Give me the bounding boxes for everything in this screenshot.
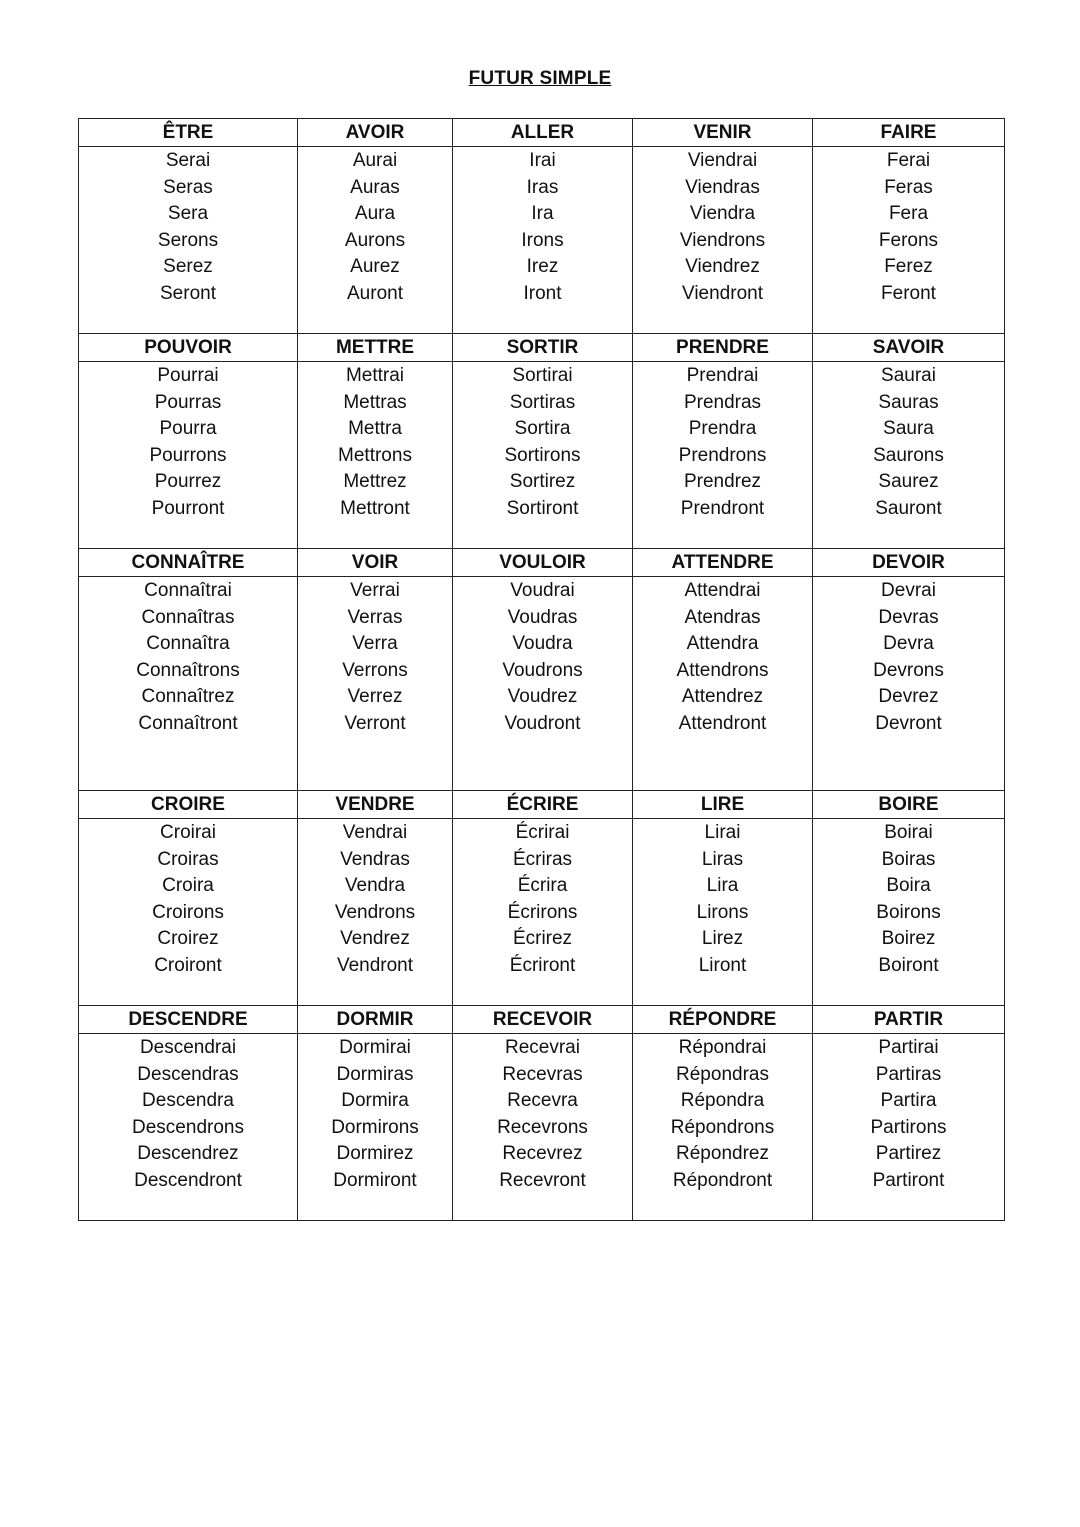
conjugated-form: Descendras: [137, 1063, 239, 1085]
conjugated-form: Partira: [880, 1090, 937, 1112]
verb-header: VENDRE: [298, 791, 452, 819]
page-title: FUTUR SIMPLE: [468, 68, 612, 89]
conjugated-form: Prendront: [680, 497, 765, 519]
conjugated-form: Auront: [347, 282, 403, 304]
verb-column: [812, 791, 1004, 1005]
conjugated-form: Prendras: [683, 391, 762, 413]
verb-header: CROIRE: [79, 791, 297, 819]
conjugated-form: Dormirons: [331, 1116, 419, 1138]
verb-column: [297, 334, 452, 548]
verb-header: AVOIR: [298, 119, 452, 147]
conjugated-form: Descendra: [142, 1090, 234, 1112]
verb-column: [297, 791, 452, 1005]
conjugated-form: Partirez: [875, 1143, 942, 1165]
verb-header: ÊTRE: [79, 119, 297, 147]
conjugated-form: Connaîtra: [146, 633, 230, 655]
conjugated-form: Vendrai: [342, 822, 408, 843]
conjugated-form: Mettrai: [345, 365, 405, 386]
verb-header: SORTIR: [453, 334, 632, 362]
conjugated-form: Voudra: [512, 633, 573, 655]
verb-column: [452, 334, 632, 548]
conjugated-form: Sortiront: [506, 497, 579, 519]
conjugated-form: Viendrai: [687, 150, 758, 171]
conjugated-form: Répondras: [676, 1063, 769, 1085]
verb-header: DORMIR: [298, 1006, 452, 1034]
conjugation-list: [633, 362, 812, 548]
conjugated-form: Pourrons: [149, 444, 227, 466]
conjugated-form: Lirons: [696, 901, 749, 923]
conjugated-form: Sortirai: [512, 365, 573, 386]
conjugated-form: Iras: [526, 176, 559, 198]
conjugated-form: Boira: [886, 875, 931, 897]
conjugated-form: Devront: [875, 712, 942, 734]
conjugated-form: Atendras: [684, 606, 761, 628]
verb-column: [79, 1006, 297, 1220]
conjugated-form: Connaîtras: [141, 606, 235, 628]
conjugated-form: Croirons: [152, 901, 224, 923]
conjugated-form: Verrez: [347, 686, 403, 708]
verb-block: [79, 1005, 1004, 1220]
conjugated-form: Descendrons: [132, 1116, 244, 1138]
conjugation-list: [633, 147, 812, 333]
conjugated-form: Recevrons: [497, 1116, 588, 1138]
conjugated-form: Pourrez: [154, 471, 222, 493]
conjugated-form: Aurons: [344, 229, 406, 251]
conjugated-form: Recevront: [499, 1169, 586, 1191]
verb-column: [297, 1006, 452, 1220]
conjugated-form: Croiras: [157, 848, 219, 870]
verb-column: [79, 791, 297, 1005]
conjugated-form: Irez: [526, 256, 559, 278]
conjugated-form: Descendrai: [139, 1037, 237, 1058]
verb-header: DEVOIR: [813, 549, 1004, 577]
conjugated-form: Descendront: [134, 1169, 242, 1191]
conjugated-form: Attendra: [686, 633, 759, 655]
verb-header: SAVOIR: [813, 334, 1004, 362]
conjugated-form: Aurez: [350, 256, 400, 278]
conjugated-form: Irons: [521, 229, 564, 251]
conjugated-form: Boiront: [878, 954, 939, 976]
conjugated-form: Seras: [163, 176, 213, 198]
verb-header: VOIR: [298, 549, 452, 577]
verb-column: [632, 791, 812, 1005]
conjugated-form: Verront: [344, 712, 406, 734]
conjugated-form: Pourront: [151, 497, 225, 519]
conjugated-form: Saura: [883, 418, 934, 440]
verb-header: PRENDRE: [633, 334, 812, 362]
conjugated-form: Voudras: [507, 606, 578, 628]
conjugation-list: [298, 1034, 452, 1220]
conjugated-form: Sera: [167, 203, 209, 225]
verb-header: FAIRE: [813, 119, 1004, 147]
verb-column: [79, 119, 297, 333]
conjugated-form: Feront: [881, 282, 936, 304]
conjugated-form: Viendra: [689, 203, 756, 225]
conjugated-form: Attendront: [678, 712, 767, 734]
conjugation-list: [633, 577, 812, 790]
conjugated-form: Saurez: [878, 471, 939, 493]
conjugated-form: Croira: [162, 875, 214, 897]
conjugated-form: Mettra: [348, 418, 402, 440]
conjugated-form: Pourra: [159, 418, 217, 440]
conjugation-list: [813, 577, 1004, 790]
conjugated-form: Écrirai: [515, 822, 570, 843]
conjugated-form: Vendrons: [334, 901, 416, 923]
conjugated-form: Verras: [347, 606, 403, 628]
conjugated-form: Voudrai: [510, 580, 575, 601]
conjugated-form: Ferai: [886, 150, 931, 171]
conjugated-form: Écrirons: [507, 901, 578, 923]
verb-column: [632, 334, 812, 548]
conjugation-list: [813, 1034, 1004, 1220]
conjugated-form: Boiras: [881, 848, 936, 870]
verb-block: [79, 548, 1004, 790]
conjugated-form: Répondra: [680, 1090, 765, 1112]
conjugated-form: Sauront: [875, 497, 942, 519]
conjugated-form: Boirai: [884, 822, 933, 843]
conjugated-form: Vendra: [344, 875, 406, 897]
conjugated-form: Écriront: [509, 954, 576, 976]
conjugated-form: Devra: [883, 633, 934, 655]
conjugated-form: Devras: [878, 606, 939, 628]
verb-header: VOULOIR: [453, 549, 632, 577]
conjugated-form: Sortira: [514, 418, 571, 440]
verb-column: [632, 549, 812, 790]
conjugated-form: Recevrai: [505, 1037, 580, 1058]
verb-header: ALLER: [453, 119, 632, 147]
verb-column: [79, 549, 297, 790]
conjugated-form: Écrirez: [512, 928, 573, 950]
conjugated-form: Ferons: [878, 229, 939, 251]
verb-column: [297, 549, 452, 790]
verb-column: [452, 119, 632, 333]
verb-header: RÉPONDRE: [633, 1006, 812, 1034]
conjugated-form: Viendront: [682, 282, 763, 304]
conjugated-form: Verra: [352, 633, 398, 655]
conjugated-form: Croiront: [154, 954, 222, 976]
conjugated-form: Viendras: [685, 176, 760, 198]
conjugated-form: Recevrez: [502, 1143, 583, 1165]
conjugated-form: Dormira: [341, 1090, 409, 1112]
conjugated-form: Partiront: [872, 1169, 945, 1191]
conjugation-list: [813, 819, 1004, 1005]
conjugated-form: Verrons: [342, 659, 408, 681]
conjugated-form: Serons: [157, 229, 219, 251]
conjugated-form: Feras: [884, 176, 933, 198]
conjugated-form: Ferez: [884, 256, 933, 278]
conjugated-form: Liront: [698, 954, 747, 976]
conjugated-form: Attendrez: [681, 686, 764, 708]
verb-column: [632, 1006, 812, 1220]
conjugated-form: Descendrez: [137, 1143, 239, 1165]
verb-column: [812, 549, 1004, 790]
verb-header: VENIR: [633, 119, 812, 147]
verb-block: [79, 333, 1004, 548]
conjugated-form: Pourrai: [157, 365, 219, 386]
conjugated-form: Prendra: [688, 418, 757, 440]
conjugation-list: [298, 362, 452, 548]
conjugated-form: Dormirai: [339, 1037, 411, 1058]
verb-header: LIRE: [633, 791, 812, 819]
conjugated-form: Voudront: [504, 712, 581, 734]
conjugated-form: Partiras: [875, 1063, 942, 1085]
conjugated-form: Répondrez: [676, 1143, 769, 1165]
conjugated-form: Serai: [165, 150, 211, 171]
conjugated-form: Répondront: [672, 1169, 773, 1191]
conjugated-form: Voudrez: [507, 686, 578, 708]
verb-column: [632, 119, 812, 333]
conjugation-list: [453, 577, 632, 790]
verb-column: [812, 334, 1004, 548]
conjugation-list: [453, 147, 632, 333]
conjugated-form: Partirai: [878, 1037, 939, 1058]
conjugated-form: Serez: [163, 256, 213, 278]
verb-header: CONNAÎTRE: [79, 549, 297, 577]
conjugated-form: Prendrez: [683, 471, 762, 493]
conjugation-list: [79, 819, 297, 1005]
verb-header: ATTENDRE: [633, 549, 812, 577]
conjugation-list: [298, 147, 452, 333]
conjugated-form: Répondrai: [678, 1037, 767, 1058]
verb-block: [79, 119, 1004, 333]
conjugated-form: Iront: [523, 282, 562, 304]
conjugated-form: Recevras: [502, 1063, 583, 1085]
conjugated-form: Connaîtrai: [144, 580, 232, 601]
conjugated-form: Sortirons: [504, 444, 581, 466]
conjugated-form: Sortirez: [509, 471, 576, 493]
conjugation-list: [79, 1034, 297, 1220]
conjugation-list: [79, 147, 297, 333]
verb-header: METTRE: [298, 334, 452, 362]
conjugated-form: Partirons: [870, 1116, 947, 1138]
conjugation-list: [813, 147, 1004, 333]
conjugated-form: Croirez: [157, 928, 219, 950]
conjugated-form: Vendras: [340, 848, 410, 870]
conjugation-table: [78, 118, 1005, 1221]
conjugated-form: Connaîtrons: [136, 659, 240, 681]
conjugated-form: Attendrai: [684, 580, 761, 601]
conjugated-form: Viendrez: [685, 256, 760, 278]
conjugated-form: Seront: [160, 282, 216, 304]
conjugated-form: Pourras: [154, 391, 222, 413]
conjugated-form: Devrons: [873, 659, 944, 681]
conjugated-form: Écrira: [517, 875, 568, 897]
conjugated-form: Saurons: [873, 444, 944, 466]
verb-header: RECEVOIR: [453, 1006, 632, 1034]
conjugated-form: Aura: [354, 203, 396, 225]
conjugated-form: Connaîtront: [138, 712, 238, 734]
conjugation-list: [298, 819, 452, 1005]
conjugated-form: Sortiras: [509, 391, 576, 413]
conjugated-form: Mettront: [340, 497, 410, 519]
conjugated-form: Devrai: [881, 580, 936, 601]
conjugated-form: Dormirez: [336, 1143, 414, 1165]
conjugated-form: Prendrai: [686, 365, 759, 386]
conjugation-list: [633, 819, 812, 1005]
verb-column: [79, 334, 297, 548]
conjugated-form: Sauras: [878, 391, 939, 413]
conjugated-form: Attendrons: [676, 659, 769, 681]
conjugated-form: Vendrez: [340, 928, 410, 950]
conjugated-form: Mettrez: [343, 471, 407, 493]
conjugated-form: Auras: [350, 176, 400, 198]
verb-column: [297, 119, 452, 333]
conjugated-form: Fera: [888, 203, 929, 225]
conjugation-list: [813, 362, 1004, 548]
conjugated-form: Lirai: [704, 822, 741, 843]
conjugated-form: Vendront: [336, 954, 414, 976]
conjugation-list: [79, 362, 297, 548]
verb-header: PARTIR: [813, 1006, 1004, 1034]
verb-column: [452, 791, 632, 1005]
conjugated-form: Irai: [529, 150, 556, 171]
conjugated-form: Saurai: [881, 365, 936, 386]
verb-header: BOIRE: [813, 791, 1004, 819]
conjugation-list: [453, 1034, 632, 1220]
conjugated-form: Ira: [531, 203, 554, 225]
verb-header: ÉCRIRE: [453, 791, 632, 819]
conjugated-form: Connaîtrez: [141, 686, 235, 708]
verb-block: [79, 790, 1004, 1005]
conjugated-form: Liras: [701, 848, 744, 870]
conjugated-form: Lira: [706, 875, 739, 897]
conjugation-list: [298, 577, 452, 790]
conjugated-form: Croirai: [160, 822, 216, 843]
conjugated-form: Répondrons: [670, 1116, 775, 1138]
conjugation-list: [633, 1034, 812, 1220]
conjugated-form: Viendrons: [679, 229, 766, 251]
conjugated-form: Boirons: [876, 901, 941, 923]
conjugated-form: Boirez: [881, 928, 936, 950]
verb-header: DESCENDRE: [79, 1006, 297, 1034]
conjugated-form: Dormiront: [333, 1169, 417, 1191]
conjugation-list: [453, 362, 632, 548]
conjugated-form: Devrez: [878, 686, 939, 708]
verb-column: [452, 1006, 632, 1220]
conjugated-form: Dormiras: [336, 1063, 414, 1085]
conjugated-form: Lirez: [701, 928, 744, 950]
conjugated-form: Écriras: [512, 848, 573, 870]
conjugated-form: Mettras: [343, 391, 407, 413]
conjugated-form: Verrai: [350, 580, 400, 601]
conjugation-list: [453, 819, 632, 1005]
verb-column: [812, 1006, 1004, 1220]
conjugation-list: [79, 577, 297, 790]
verb-column: [452, 549, 632, 790]
verb-column: [812, 119, 1004, 333]
conjugated-form: Recevra: [507, 1090, 578, 1112]
conjugated-form: Aurai: [352, 150, 398, 171]
conjugated-form: Voudrons: [502, 659, 583, 681]
conjugated-form: Prendrons: [678, 444, 767, 466]
verb-header: POUVOIR: [79, 334, 297, 362]
conjugated-form: Mettrons: [338, 444, 412, 466]
